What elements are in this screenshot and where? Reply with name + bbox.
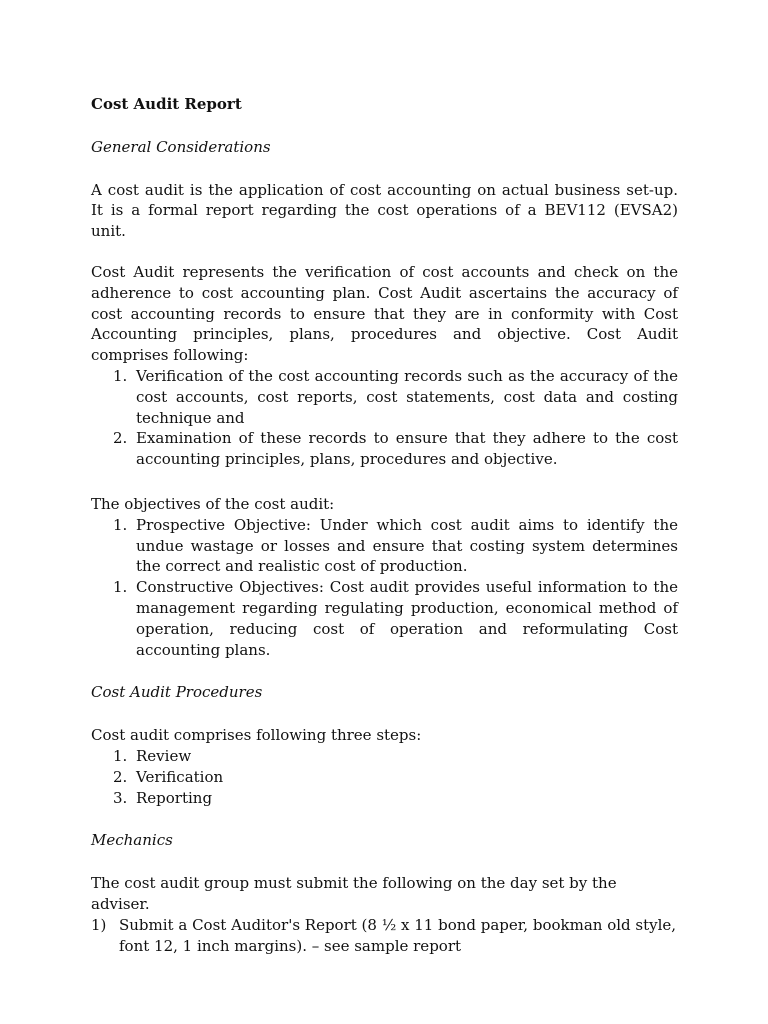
list-item-number: 2.: [113, 767, 128, 786]
list-item-number: 3.: [113, 788, 128, 807]
procedures-list: [91, 746, 678, 808]
procedures-heading: Cost Audit Procedures: [91, 683, 263, 702]
list-item-text: Review: [136, 746, 192, 765]
list-item: [91, 428, 678, 470]
procedures-intro: Cost audit comprises following three steps:: [91, 726, 422, 745]
list-item-number: 1.: [113, 746, 128, 765]
list-item-text: Verification of the cost accounting records such as the accuracy of the cost accounts, cost reports, cost statements, cost data and costing technique and: [136, 366, 678, 427]
objectives-list: [91, 515, 678, 661]
list-item-text: Submit a Cost Auditor's Report (8 ½ x 11 bond paper, bookman old style, font 12, 1 inch margins). – see sample report: [119, 915, 677, 955]
mechanics-intro: The cost audit group must submit the following on the day set by the adviser.: [91, 874, 617, 913]
list-item: [91, 366, 678, 428]
list-item-number: 1.: [113, 578, 128, 597]
list-item-text: Constructive Objectives: Cost audit provides useful information to the management regarding regulating production, economical method of operation, reducing cost of operation and reformulating Cost accounting plans.: [136, 578, 678, 659]
list-item: [91, 788, 678, 809]
objectives-intro: The objectives of the cost audit:: [91, 494, 335, 513]
document-page: [91, 94, 678, 956]
list-item-text: Reporting: [136, 788, 213, 807]
cost-audit-components-list: [91, 366, 678, 470]
list-item-text: Verification: [136, 767, 224, 786]
mechanics-heading: Mechanics: [91, 831, 173, 850]
list-item: [91, 577, 678, 660]
list-item: [91, 515, 678, 577]
general-paragraph-2: Cost Audit represents the verification of cost accounts and check on the adherence to cost accounting plan. Cost Audit ascertains the accuracy of cost accounting records to ensure that they are in conformity with Cost Accounting principles, plans, procedures and objective. Cost Audit comprises following:: [91, 262, 678, 365]
list-item: [91, 746, 678, 767]
list-item-number: 1.: [113, 515, 128, 534]
list-item: [91, 767, 678, 788]
list-item: [91, 915, 678, 957]
list-item-number: 1): [91, 915, 107, 934]
list-item-text: Examination of these records to ensure that they adhere to the cost accounting principles, plans, procedures and objective.: [136, 429, 678, 469]
document-title: Cost Audit Report: [91, 95, 242, 113]
list-item-number: 2.: [113, 429, 128, 448]
general-paragraph-1: A cost audit is the application of cost accounting on actual business set-up. It is a formal report regarding the cost operations of a BEV112 (EVSA2) unit.: [91, 180, 678, 241]
list-item-text: Prospective Objective: Under which cost audit aims to identify the undue wastage or losses and ensure that costing system determines the correct and realistic cost of production.: [136, 515, 678, 576]
mechanics-list: [91, 915, 678, 957]
general-considerations-heading: General Considerations: [91, 137, 271, 156]
list-item-number: 1.: [113, 366, 128, 385]
